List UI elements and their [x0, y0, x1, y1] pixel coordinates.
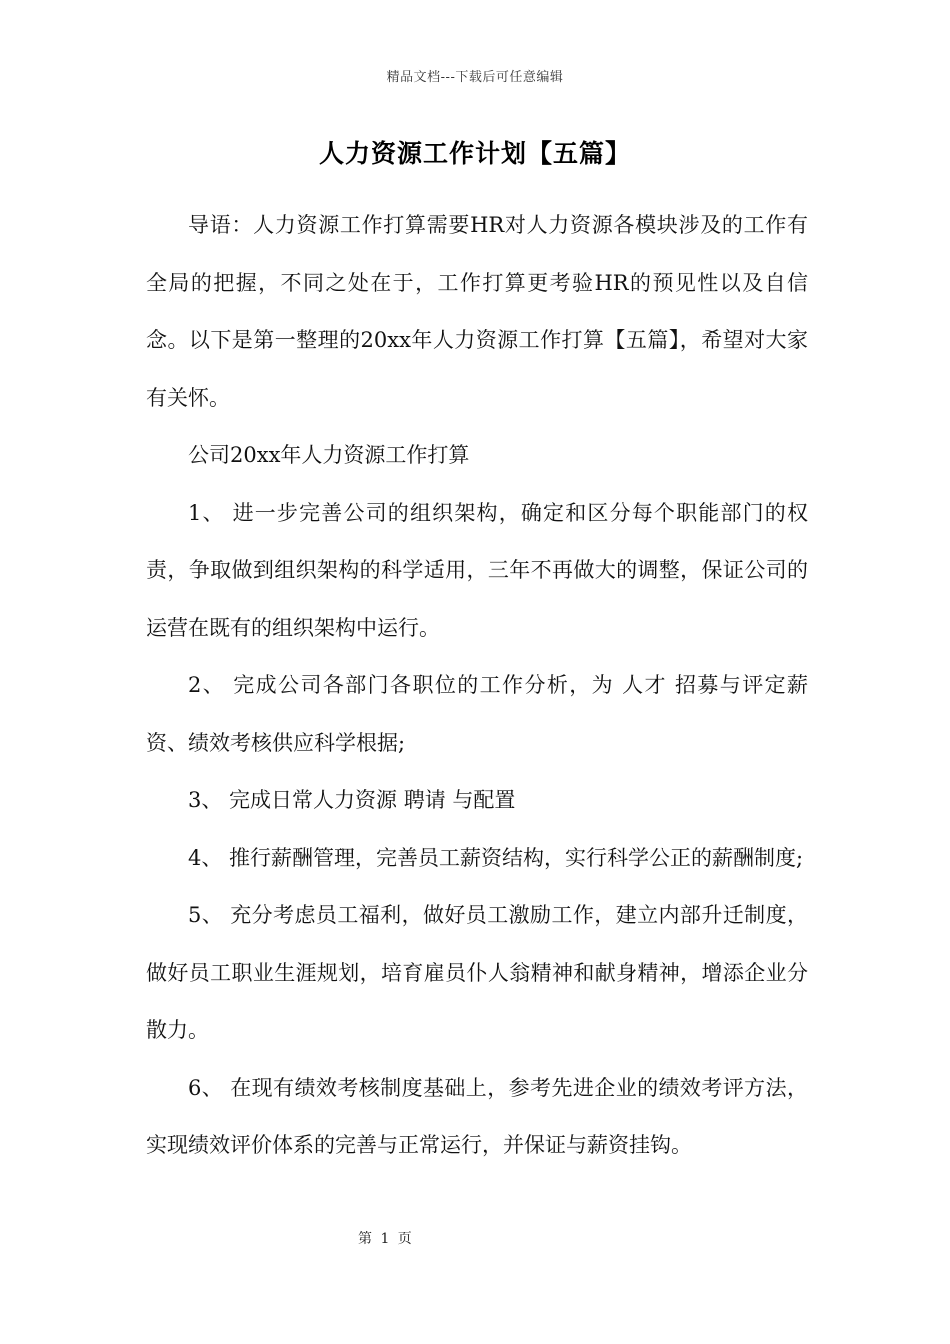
plan-item-2: 2、 完成公司各部门各职位的工作分析，为 人才 招募与评定薪资、绩效考核供应科学根据;	[146, 673, 808, 755]
page-number: 第 1 页	[358, 1231, 414, 1247]
plan-item-3: 3、 完成日常人力资源 聘请 与配置	[188, 788, 516, 812]
plan-item-1: 1、 进一步完善公司的组织架构，确定和区分每个职能部门的权责，争取做到组织架构的科学适用，三年不再做大的调整，保证公司的运营在既有的组织架构中运行。	[146, 500, 808, 640]
plan-item-4: 4、 推行薪酬管理，完善员工薪资结构，实行科学公正的薪酬制度;	[188, 845, 804, 870]
intro-paragraph: 导语：人力资源工作打算需要HR对人力资源各模块涉及的工作有全局的把握，不同之处在于，工作打算更考验HR的预见性以及自信念。以下是第一整理的20xx年人力资源工作打算【五篇】，希望对大家有关怀。	[146, 213, 808, 410]
document-title: 人力资源工作计划【五篇】	[318, 139, 631, 168]
plan-item-5: 5、 充分考虑员工福利，做好员工激励工作，建立内部升迁制度，做好员工职业生涯规划，培育雇员仆人翁精神和献身精神，增添企业分散力。	[146, 903, 808, 1042]
plan-item-6: 6、 在现有绩效考核制度基础上，参考先进企业的绩效考评方法，实现绩效评价体系的完善与正常运行，并保证与薪资挂钩。	[146, 1075, 808, 1157]
document-body	[146, 197, 808, 1175]
section-heading: 公司20xx年人力资源工作打算	[188, 443, 470, 467]
header-note: 精品文档---下载后可任意编辑	[386, 70, 564, 85]
